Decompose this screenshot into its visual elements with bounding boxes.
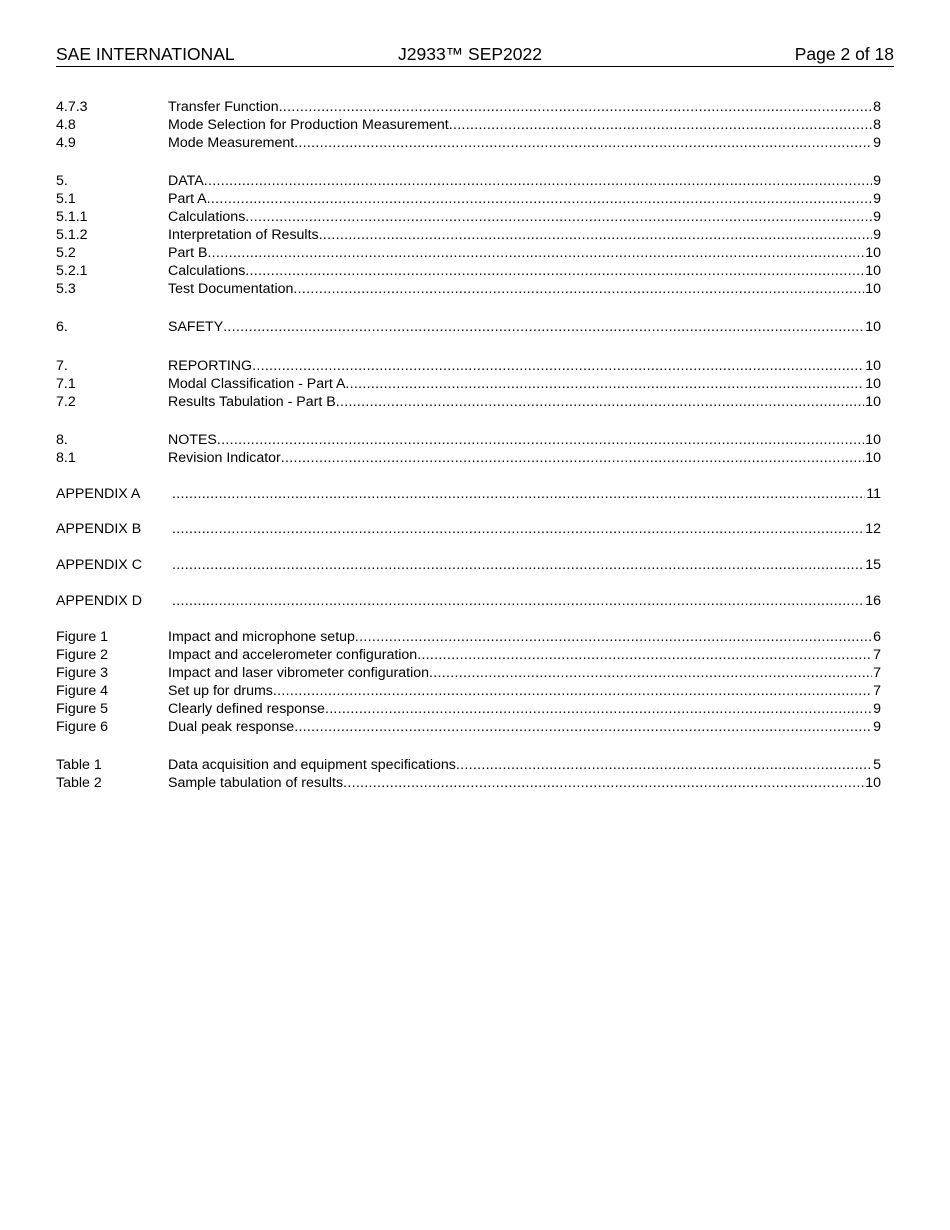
toc-title: Dual peak response: [168, 719, 295, 735]
toc-leader-dots: [245, 208, 872, 226]
toc-leader-dots: [223, 318, 864, 336]
toc-leader-dots: [325, 700, 872, 718]
toc-entry: [56, 134, 881, 152]
toc-page-number: 10: [865, 394, 881, 410]
toc-leader-dots: [343, 774, 864, 792]
header-document-id: J2933™ SEP2022: [398, 44, 542, 64]
toc-entry: [56, 628, 881, 646]
header-organization: SAE INTERNATIONAL: [56, 44, 235, 64]
toc-number: Table 1: [56, 757, 102, 773]
toc-entry: [56, 449, 881, 467]
toc-number: 4.9: [56, 135, 76, 151]
toc-number: 7.1: [56, 376, 76, 392]
toc-page-number: 10: [865, 432, 881, 448]
toc-page-number: 9: [873, 701, 881, 717]
toc-title: Sample tabulation of results: [168, 775, 344, 791]
toc-leader-dots: [294, 718, 872, 736]
toc-page-number: 5: [873, 757, 881, 773]
toc-number: Figure 2: [56, 647, 109, 663]
toc-entry: [56, 700, 881, 718]
toc-number: Figure 3: [56, 665, 109, 681]
toc-page-number: 9: [873, 173, 881, 189]
toc-leader-dots: [294, 134, 872, 152]
toc-number: APPENDIX D: [56, 593, 142, 609]
toc-number: 7.2: [56, 394, 76, 410]
toc-page-number: 9: [873, 227, 881, 243]
toc-number: 8.1: [56, 450, 76, 466]
toc-leader-dots: [429, 664, 872, 682]
toc-entry: [56, 664, 881, 682]
toc-entry: [56, 98, 881, 116]
toc-leader-dots: [207, 190, 872, 208]
toc-page-number: 7: [873, 647, 881, 663]
toc-title: Calculations: [168, 209, 246, 225]
toc-page-number: 10: [865, 358, 881, 374]
toc-title: Clearly defined response: [168, 701, 325, 717]
toc-leader-dots: [449, 116, 872, 134]
toc-number: 5.: [56, 173, 68, 189]
toc-title: DATA: [168, 173, 204, 189]
toc-leader-dots: [336, 393, 865, 411]
toc-title: Part B: [168, 245, 208, 261]
toc-page-number: 7: [873, 665, 881, 681]
toc-number: 5.2.1: [56, 263, 88, 279]
toc-entry: [56, 318, 881, 336]
toc-entry: [56, 774, 881, 792]
toc-page-number: 16: [865, 593, 881, 609]
toc-leader-dots: [172, 556, 864, 574]
toc-title: Impact and laser vibrometer configuration: [168, 665, 430, 681]
toc-title: SAFETY: [168, 319, 224, 335]
toc-entry: [56, 682, 881, 700]
toc-title: Data acquisition and equipment specifications: [168, 757, 456, 773]
toc-title: Revision Indicator: [168, 450, 281, 466]
toc-entry: [56, 485, 881, 503]
toc-leader-dots: [456, 756, 872, 774]
toc-title: Impact and microphone setup: [168, 629, 355, 645]
toc-page-number: 11: [866, 486, 881, 502]
toc-title: Transfer Function: [168, 99, 279, 115]
toc-number: 6.: [56, 319, 68, 335]
toc-entry: [56, 226, 881, 244]
header-page-number: Page 2 of 18: [794, 44, 894, 64]
toc-page-number: 9: [873, 191, 881, 207]
toc-title: Results Tabulation - Part B: [168, 394, 336, 410]
toc-number: Figure 1: [56, 629, 109, 645]
toc-page-number: 9: [873, 135, 881, 151]
toc-title: REPORTING: [168, 358, 253, 374]
toc-number: 8.: [56, 432, 68, 448]
toc-number: 5.2: [56, 245, 76, 261]
toc-number: 5.1: [56, 191, 76, 207]
toc-entry: [56, 431, 881, 449]
toc-leader-dots: [279, 98, 872, 116]
toc-page-number: 10: [865, 376, 881, 392]
toc-page-number: 15: [865, 557, 881, 573]
toc-leader-dots: [293, 280, 864, 298]
toc-entry: [56, 280, 881, 298]
toc-leader-dots: [204, 172, 872, 190]
toc-entry: [56, 262, 881, 280]
toc-leader-dots: [245, 262, 864, 280]
toc-leader-dots: [207, 244, 864, 262]
toc-number: 5.1.1: [56, 209, 88, 225]
toc-entry: [56, 556, 881, 574]
toc-entry: [56, 375, 881, 393]
toc-leader-dots: [172, 520, 864, 538]
toc-number: APPENDIX A: [56, 486, 141, 502]
toc-number: 7.: [56, 358, 68, 374]
toc-title: NOTES: [168, 432, 217, 448]
toc-page-number: 8: [873, 99, 881, 115]
toc-number: Table 2: [56, 775, 102, 791]
toc-page-number: 10: [865, 245, 881, 261]
toc-title: Set up for drums: [168, 683, 273, 699]
toc-entry: [56, 592, 881, 610]
toc-page-number: 9: [873, 719, 881, 735]
page-header: [56, 44, 894, 67]
toc-entry: [56, 756, 881, 774]
toc-title: Part A: [168, 191, 207, 207]
toc-page-number: 12: [865, 521, 881, 537]
toc-page-number: 8: [873, 117, 881, 133]
toc-entry: [56, 393, 881, 411]
toc-leader-dots: [281, 449, 864, 467]
toc-entry: [56, 646, 881, 664]
toc-leader-dots: [273, 682, 872, 700]
toc-leader-dots: [355, 628, 872, 646]
toc-number: APPENDIX C: [56, 557, 142, 573]
toc-page-number: 9: [873, 209, 881, 225]
toc-entry: [56, 190, 881, 208]
toc-leader-dots: [345, 375, 864, 393]
toc-title: Test Documentation: [168, 281, 294, 297]
toc-leader-dots: [172, 485, 865, 503]
toc-number: APPENDIX B: [56, 521, 142, 537]
toc-number: 5.3: [56, 281, 76, 297]
toc-number: 4.8: [56, 117, 76, 133]
toc-page-number: 10: [865, 775, 881, 791]
toc-leader-dots: [252, 357, 864, 375]
toc-entry: [56, 520, 881, 538]
toc-entry: [56, 244, 881, 262]
toc-number: Figure 6: [56, 719, 109, 735]
toc-page-number: 10: [865, 319, 881, 335]
toc-leader-dots: [319, 226, 872, 244]
toc-page-number: 7: [873, 683, 881, 699]
toc-page-number: 10: [865, 263, 881, 279]
toc-entry: [56, 172, 881, 190]
toc-title: Mode Selection for Production Measurement: [168, 117, 449, 133]
toc-number: 4.7.3: [56, 99, 88, 115]
toc-title: Interpretation of Results: [168, 227, 319, 243]
toc-page-number: 10: [865, 450, 881, 466]
toc-entry: [56, 357, 881, 375]
toc-title: Modal Classification - Part A: [168, 376, 346, 392]
toc-leader-dots: [417, 646, 872, 664]
toc-entry: [56, 718, 881, 736]
toc-leader-dots: [172, 592, 864, 610]
toc-title: Calculations: [168, 263, 246, 279]
toc-leader-dots: [217, 431, 864, 449]
toc-title: Impact and accelerometer configuration: [168, 647, 418, 663]
toc-entry: [56, 208, 881, 226]
toc-entry: [56, 116, 881, 134]
toc-number: Figure 5: [56, 701, 109, 717]
toc-number: Figure 4: [56, 683, 109, 699]
toc-title: Mode Measurement: [168, 135, 295, 151]
toc-page-number: 6: [873, 629, 881, 645]
toc-number: 5.1.2: [56, 227, 88, 243]
toc-page-number: 10: [865, 281, 881, 297]
